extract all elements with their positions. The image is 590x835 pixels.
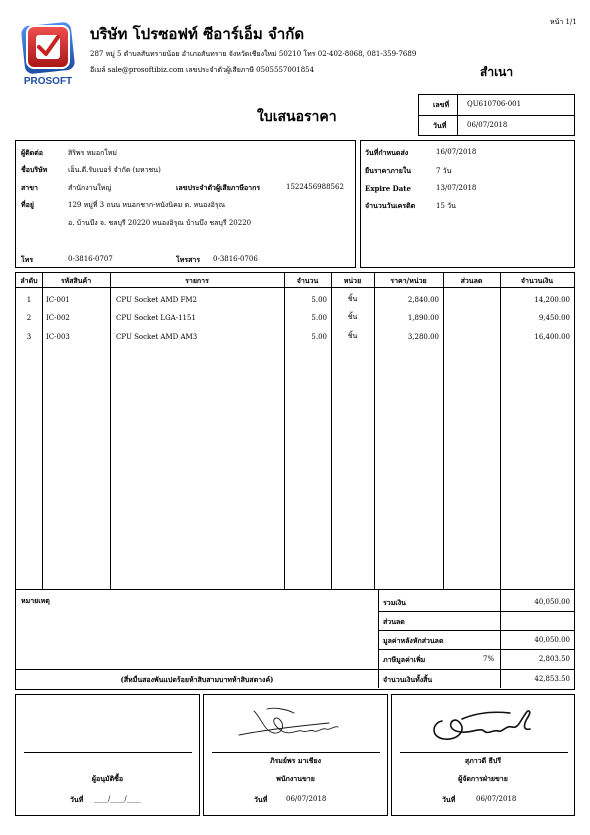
vat-label: ภาษีมูลค่าเพิ่ม (383, 655, 426, 664)
row-1-no: 1 (26, 296, 32, 304)
contact-label: ผู้ติดต่อ (21, 148, 43, 157)
sales-signature-icon (234, 701, 359, 749)
total-value: 40,050.00 (534, 598, 570, 606)
discount-label: ส่วนลด (383, 617, 405, 626)
col-header-no: ลำดับ (20, 276, 38, 285)
row-2-unit: ชิ้น (347, 313, 358, 321)
doc-date-value: 06/07/2018 (467, 121, 508, 129)
delivery-value: 16/07/2018 (436, 148, 477, 156)
sales-name: ภิรมย์พร มาเชียง (269, 756, 322, 765)
col-header-code: รหัสสินค้า (60, 276, 92, 285)
expire-value: 13/07/2018 (436, 184, 477, 192)
terms-box (360, 140, 575, 268)
row-1-price: 2,840.00 (407, 296, 439, 304)
doc-no-value: QU610706-001 (467, 100, 522, 108)
company-logo (17, 20, 79, 88)
logo-text: PROSOFT (23, 76, 73, 87)
expire-label: Expire Date (365, 184, 411, 193)
col-header-discount: ส่วนลด (460, 276, 483, 285)
row-2-desc: CPU Socket LGA-1151 (116, 314, 196, 322)
col-header-qty: จำนวน (296, 276, 319, 285)
row-3-no: 3 (26, 333, 32, 341)
vat-value: 2,803.50 (538, 655, 570, 663)
manager-signature-box (391, 694, 575, 816)
page-number: หน้า 1/1 (550, 18, 577, 26)
fax-label: โทรสาร (176, 255, 201, 264)
branch-value: สำนักงานใหญ่ (68, 184, 112, 192)
row-1-unit: ชิ้น (347, 295, 358, 303)
address-line2: อ. บ้านบึง จ. ชลบุรี 20220 หนองอิรุณ บ้านบึง ชลบุรี 20220 (68, 219, 252, 227)
approver-date-label: วันที่ (70, 795, 84, 804)
copy-label: สำเนา (480, 65, 514, 79)
sales-date-value: 06/07/2018 (286, 795, 327, 803)
after-discount-value: 40,050.00 (534, 636, 570, 644)
doc-no-label: เลขที่ (433, 100, 450, 109)
row-3-desc: CPU Socket AMD AM3 (116, 333, 198, 341)
grand-total-value: 42,853.50 (534, 675, 570, 683)
prosoft-logo-icon (17, 20, 79, 76)
doc-date-label: วันที่ (433, 121, 447, 130)
phone-label: โทร (21, 255, 34, 264)
address-label: ที่อยู่ (21, 200, 34, 209)
credit-value: 15 วัน (436, 202, 456, 210)
validity-label: ยืนราคาภายใน (365, 166, 412, 175)
row-1-qty: 5.00 (311, 296, 327, 304)
vat-rate: 7% (483, 655, 495, 663)
row-1-code: IC-001 (46, 296, 70, 304)
fax-value: 0-3816-0706 (213, 255, 258, 263)
items-table (15, 272, 575, 590)
phone-value: 0-3816-0707 (68, 255, 113, 263)
manager-title: ผู้จัดการฝ่ายขาย (458, 774, 508, 783)
grand-total-label: จำนวนเงินทั้งสิ้น (383, 675, 433, 684)
col-header-unit: หน่วย (343, 276, 362, 285)
row-2-no: 2 (26, 314, 32, 322)
company-name: บริษัท โปรซอฟท์ ซีอาร์เอ็ม จำกัด (90, 25, 305, 43)
row-2-amount: 9,450.00 (538, 314, 570, 322)
company-label: ชื่อบริษัท (21, 165, 48, 174)
company-email-taxid: อีเมล์ sale@prosoftibiz.com เลขประจำตัวผู้เสียภาษี 0505557001854 (90, 66, 315, 74)
row-2-qty: 5.00 (311, 314, 327, 322)
row-1-desc: CPU Socket AMD FM2 (116, 296, 197, 304)
row-3-amount: 16,400.00 (534, 333, 570, 341)
total-label: รวมเงิน (383, 598, 406, 607)
approver-signature-box (15, 694, 200, 816)
after-discount-label: มูลค่าหลังหักส่วนลด (383, 636, 444, 645)
summary-box (15, 590, 575, 690)
customer-box (15, 140, 356, 268)
approver-date-value: ____/____/____ (94, 795, 141, 803)
manager-date-label: วันที่ (442, 795, 456, 804)
doc-number-box (418, 94, 575, 136)
col-header-amount: จำนวนเงิน (520, 276, 554, 285)
validity-value: 7 วัน (436, 167, 452, 175)
sales-date-label: วันที่ (254, 795, 268, 804)
row-3-qty: 5.00 (311, 333, 327, 341)
approver-title: ผู้อนุมัติซื้อ (91, 774, 124, 783)
row-2-code: IC-002 (46, 314, 70, 322)
remark-label: หมายเหตุ (21, 596, 50, 605)
address-line1: 129 หมู่ที่ 3 ถนน หนอกชาก-หนังนิคม ต. หนองอิรุณ (68, 201, 226, 209)
manager-name: สุภาวดี ธีปรี (464, 756, 502, 765)
sales-title: พนักงานขาย (276, 774, 315, 783)
company-address: 287 หมู่ 5 ตำบลสันทรายน้อย อำเภอสันทราย จังหวัดเชียงใหม่ 50210 โทร 02-402-8068, 081-359-7689 (90, 50, 417, 58)
sales-signature-box (203, 694, 388, 816)
credit-label: จำนวนวันเครดิต (365, 201, 416, 210)
row-1-amount: 14,200.00 (534, 296, 570, 304)
contact-value: สิริพร หมอกใหม่ (68, 149, 117, 157)
row-3-unit: ชิ้น (347, 332, 358, 340)
branch-label: สาขา (21, 183, 38, 192)
manager-signature-icon (422, 699, 552, 749)
document-title: ใบเสนอราคา (257, 109, 337, 125)
manager-date-value: 06/07/2018 (476, 795, 517, 803)
col-header-price: ราคา/หน่วย (390, 276, 427, 285)
row-3-price: 3,280.00 (407, 333, 439, 341)
row-3-code: IC-003 (46, 333, 70, 341)
taxid-value: 1522456988562 (286, 183, 344, 191)
col-header-desc: รายการ (185, 276, 209, 285)
delivery-label: วันที่กำหนดส่ง (365, 148, 409, 157)
row-2-price: 1,890.00 (407, 314, 439, 322)
taxid-label: เลขประจำตัวผู้เสียภาษีอากร (176, 183, 261, 192)
amount-in-words: (สี่หมื่นสองพันแปดร้อยห้าสิบสามบาทห้าสิบสตางค์) (120, 675, 274, 684)
company-value: เอ็น.ดี.รับเบอร์ จำกัด (มหาชน) (68, 166, 161, 174)
